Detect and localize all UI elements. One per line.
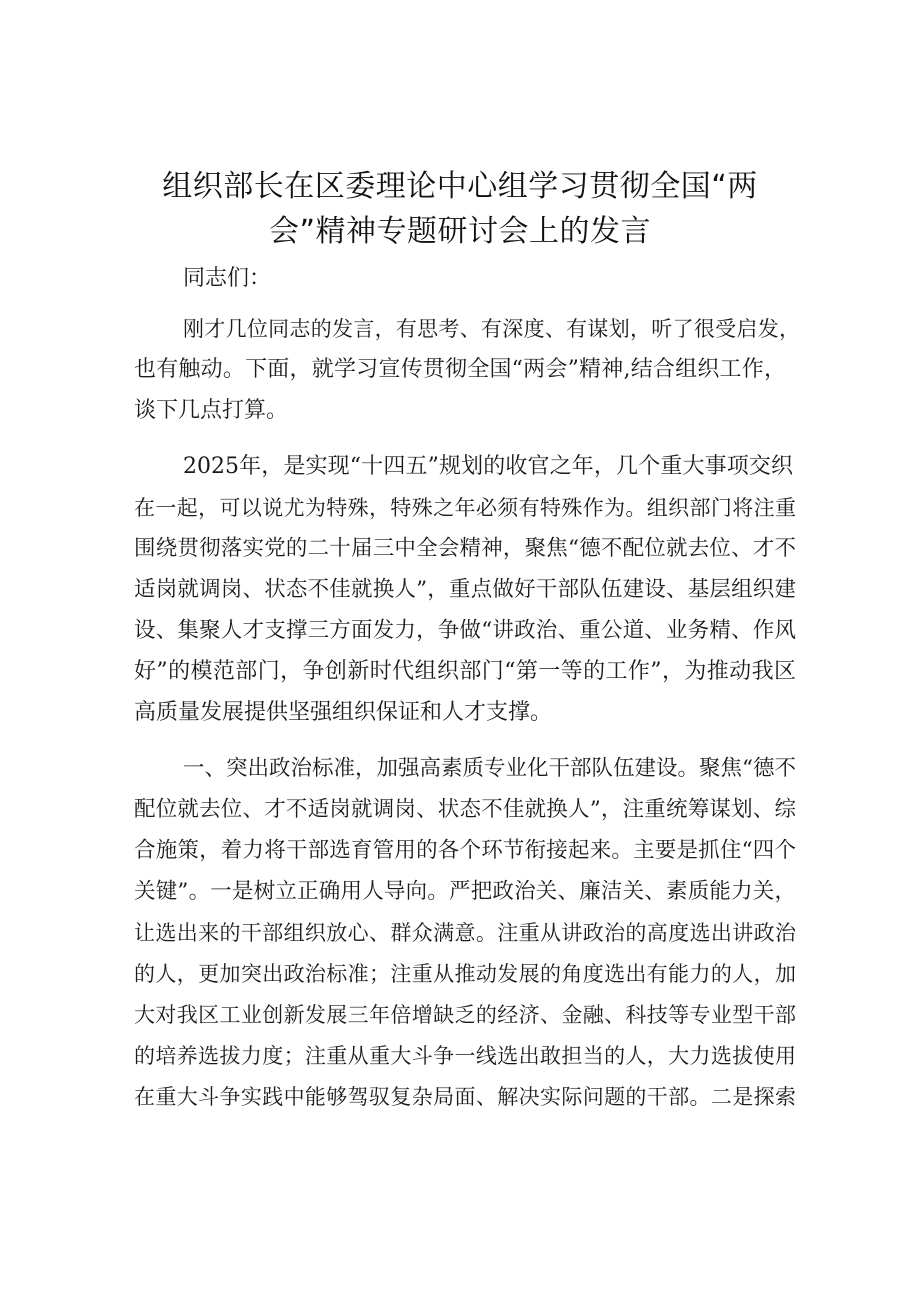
paragraph-line: 也有触动。下面，就学习宣传贯彻全国“两会”精神,结合组织工作， xyxy=(134,357,786,382)
paragraph-line: 围绕贯彻落实党的二十届三中全会精神，聚焦“德不配位就去位、才不 xyxy=(134,536,796,561)
paragraph-line: 的人，更加突出政治标准；注重从推动发展的角度选出有能力的人，加 xyxy=(134,962,796,986)
paragraph-line: 一、突出政治标准，加强高素质专业化干部队伍建设。聚焦“德不 xyxy=(183,756,796,781)
paragraph-line: 设、集聚人才支撑三方面发力，争做“讲政治、重公道、业务精、作风 xyxy=(134,618,796,643)
paragraph-line: 高质量发展提供坚强组织保证和人才支撑。 xyxy=(134,700,553,725)
document-title xyxy=(130,164,790,254)
paragraph-line: 在重大斗争实践中能够驾驭复杂局面、解决实际问题的干部。二是探索 xyxy=(134,1085,796,1109)
paragraph-line: 2025年，是实现“十四五”规划的收官之年，几个重大事项交织 xyxy=(183,454,793,479)
salutation: 同志们： xyxy=(183,266,272,291)
title-line-2: 会”精神专题研讨会上的发言 xyxy=(268,214,652,249)
paragraph-line: 在一起，可以说尤为特殊，特殊之年必须有特殊作为。组织部门将注重 xyxy=(134,496,796,520)
paragraph-line: 的培养选拔力度；注重从重大斗争一线选出敢担当的人，大力选拔使用 xyxy=(134,1044,796,1068)
paragraph-line: 好”的模范部门，争创新时代组织部门“第一等的工作”，为推动我区 xyxy=(134,659,796,684)
paragraph-line: 让选出来的干部组织放心、群众满意。注重从讲政治的高度选出讲政治 xyxy=(134,921,796,945)
paragraph-line: 刚才几位同志的发言，有思考、有深度、有谋划，听了很受启发， xyxy=(183,317,800,341)
paragraph-line: 适岗就调岗、状态不佳就换人”，重点做好干部队伍建设、基层组织建 xyxy=(134,577,796,602)
paragraph-line: 关键”。一是树立正确用人导向。严把政治关、廉洁关、素质能力关， xyxy=(134,879,796,904)
paragraph-line: 合施策，着力将干部选育管用的各个环节衔接起来。主要是抓住“四个 xyxy=(134,838,796,863)
title-line-1: 组织部长在区委理论中心组学习贯彻全国“两 xyxy=(162,169,758,204)
paragraph-line: 配位就去位、才不适岗就调岗、状态不佳就换人”，注重统筹谋划、综 xyxy=(134,797,796,822)
paragraph-line: 大对我区工业创新发展三年倍增缺乏的经济、金融、科技等专业型干部 xyxy=(134,1003,796,1027)
paragraph-line: 谈下几点打算。 xyxy=(134,398,289,423)
